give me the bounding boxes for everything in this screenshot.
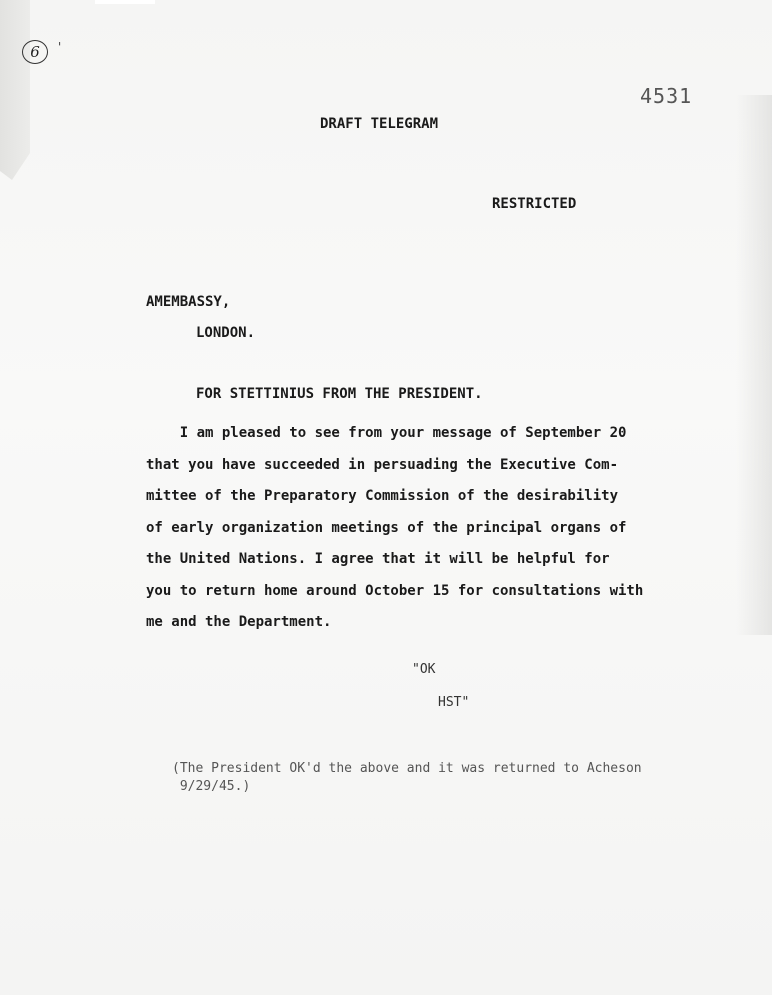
body-line: you to return home around October 15 for consultations with xyxy=(146,582,644,599)
salutation-line: FOR STETTINIUS FROM THE PRESIDENT. xyxy=(196,386,483,402)
telegram-body xyxy=(146,418,746,639)
approval-line-2: HST" xyxy=(438,695,470,710)
archival-note xyxy=(172,760,642,796)
body-line: the United Nations. I agree that it will be helpful for xyxy=(146,551,610,567)
address-line-2: LONDON. xyxy=(196,325,256,341)
document-number: 4531 xyxy=(640,84,693,108)
body-line: that you have succeeded in persuading the Executive Com- xyxy=(146,456,619,473)
address-line-1: AMEMBASSY, xyxy=(146,294,231,310)
body-line: mittee of the Preparatory Commission of the desirability xyxy=(146,488,619,504)
pencil-mark: ' xyxy=(56,40,64,54)
note-line-2: 9/29/45.) xyxy=(172,779,251,794)
note-line-1: (The President OK'd the above and it was returned to Acheson xyxy=(172,761,642,776)
body-line: of early organization meetings of the principal organs of xyxy=(146,519,627,536)
classification-label: RESTRICTED xyxy=(492,196,577,212)
approval-line-1: "OK xyxy=(412,662,436,677)
torn-tab xyxy=(0,0,30,180)
document-title: DRAFT TELEGRAM xyxy=(320,116,439,132)
body-line: me and the Department. xyxy=(146,614,332,630)
circled-page-number: 6 xyxy=(22,40,48,64)
paper-notch xyxy=(95,0,155,4)
body-line: I am pleased to see from your message of September 20 xyxy=(146,425,627,441)
